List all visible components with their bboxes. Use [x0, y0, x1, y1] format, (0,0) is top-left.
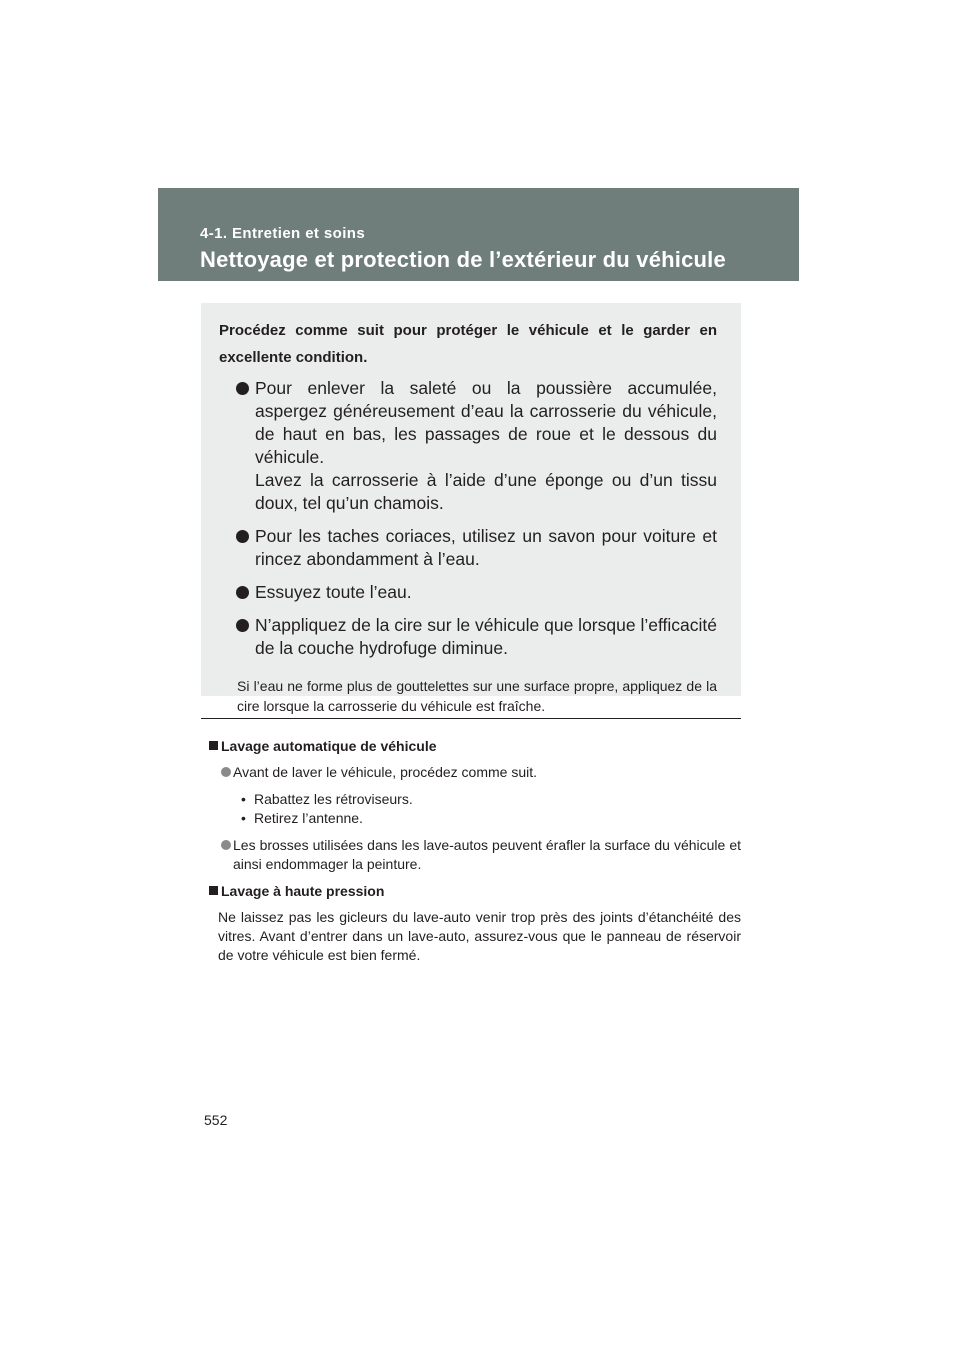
bullet-dot-icon	[221, 767, 231, 777]
intro-box	[201, 303, 741, 714]
square-bullet-icon	[209, 886, 218, 895]
page-title: Nettoyage et protection de l’extérieur du véhicule	[200, 247, 726, 272]
intro-bullet	[219, 581, 717, 604]
intro-bullet	[219, 614, 717, 660]
note-heading-text: Lavage automatique de véhicule	[221, 738, 437, 754]
sub-item-mark: •	[241, 810, 246, 826]
bullet-dot-icon	[236, 530, 249, 543]
sub-item	[241, 809, 741, 828]
intro-bullet-text: Essuyez toute l’eau.	[255, 582, 412, 602]
note-paragraph: Ne laissez pas les gicleurs du lave-auto venir trop près des joints d’étanchéité des vitres. Avant d’entrer dans un lave-auto, assurez-vous que le panneau de réservoir de votre véhicule est bien fermé.	[218, 909, 741, 963]
intro-bullet	[219, 525, 717, 571]
intro-bullet-text: N’appliquez de la cire sur le véhicule que lorsque l’efficacité de la couche hydrofuge diminue.	[255, 615, 717, 658]
intro-lead: Procédez comme suit pour protéger le véhicule et le garder en excellente condition.	[219, 322, 717, 366]
sub-item-list	[209, 790, 741, 828]
section-header-bar	[158, 188, 799, 281]
note-heading-high-pressure	[209, 882, 741, 900]
bullet-dot-icon	[236, 586, 249, 599]
note-bullet	[209, 836, 741, 874]
bullet-dot-icon	[236, 382, 249, 395]
note-bullet	[209, 763, 741, 782]
note-bullet-text: Les brosses utilisées dans les lave-autos peuvent érafler la surface du véhicule et ainsi endommager la peinture.	[233, 837, 741, 872]
note-bullet-text: Avant de laver le véhicule, procédez comme suit.	[233, 764, 538, 780]
section-label: 4-1. Entretien et soins	[200, 225, 366, 242]
intro-note: Si l’eau ne forme plus de gouttelettes sur une surface propre, appliquez de la cire lorsque la carrosserie du véhicule est fraîche.	[237, 678, 717, 714]
sub-item	[241, 790, 741, 809]
intro-bullet	[219, 377, 717, 515]
sub-item-text: Rabattez les rétroviseurs.	[254, 791, 413, 807]
bullet-dot-icon	[236, 619, 249, 632]
page-number: 552	[204, 1112, 228, 1128]
note-heading-text: Lavage à haute pression	[221, 883, 385, 899]
intro-bullet-text: Pour enlever la saleté ou la poussière accumulée, aspergez généreusement d’eau la carrosserie du véhicule, de haut en bas, les passages de roue et le dessous du véhicule.	[255, 378, 717, 467]
bullet-dot-icon	[221, 840, 231, 850]
intro-bullet-text: Pour les taches coriaces, utilisez un savon pour voiture et rincez abondamment à l’eau.	[255, 526, 717, 569]
notes-section	[209, 737, 741, 965]
divider	[201, 718, 741, 719]
square-bullet-icon	[209, 741, 218, 750]
sub-item-mark: •	[241, 791, 246, 807]
intro-bullet-text: Lavez la carrosserie à l’aide d’une éponge ou d’un tissu doux, tel qu’un chamois.	[255, 470, 717, 513]
sub-item-text: Retirez l’antenne.	[254, 810, 363, 826]
note-heading-automatic-wash	[209, 737, 741, 755]
